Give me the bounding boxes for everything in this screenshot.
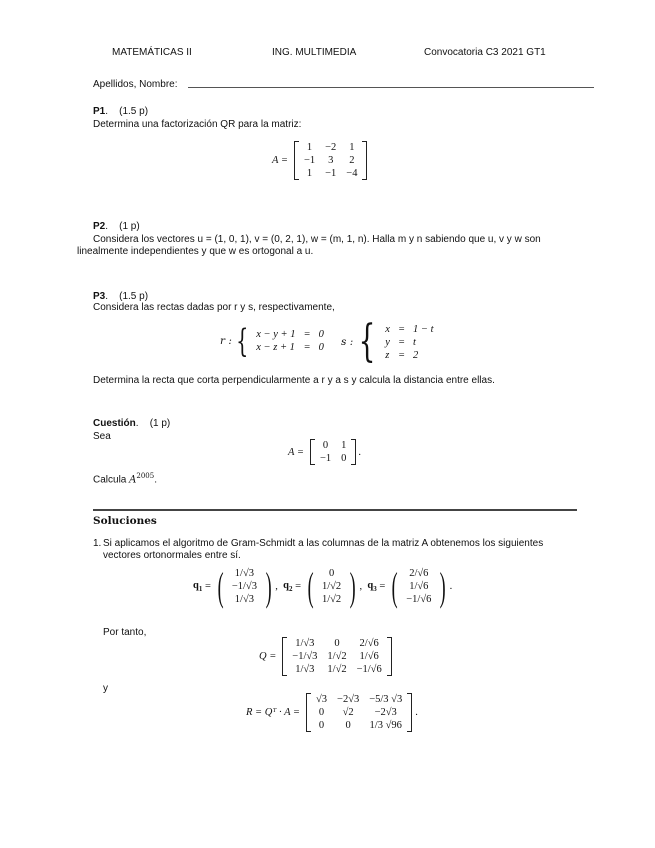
paren-icon: ) (440, 563, 447, 609)
cell: −1/√3 (231, 581, 257, 592)
header-call: Convocatoria C3 2021 GT1 (424, 47, 546, 58)
p2-line2: linealmente independientes y que w es ortogonal a u. (77, 246, 314, 257)
cell: −1/√6 (356, 664, 382, 675)
r-label: r : (220, 335, 232, 347)
eq: 1 − t (413, 323, 434, 335)
ask-prefix: Calcula (93, 474, 127, 486)
name-label: Apellidos, Nombre: (93, 79, 178, 90)
eq: 2 (413, 349, 419, 361)
line-s-system (341, 316, 438, 367)
cell: −5/3 √3 (369, 694, 403, 705)
brace-icon: { (235, 322, 249, 360)
ask-base: A (129, 474, 137, 486)
R-matrix: R = Qᵀ · A = √3 −2√3 −5/3 √3 0 √2 −2√3 0 0 1/3 √96 . (246, 694, 418, 731)
eq: 0 (318, 342, 324, 353)
paren-icon: ) (349, 563, 356, 609)
solutions-divider (93, 509, 577, 511)
item-line1: Si aplicamos el algoritmo de Gram-Schmidt a las columnas de la matriz A obtenemos los siguientes (103, 538, 544, 549)
cell: √2 (342, 707, 354, 718)
p2-label: P2 (93, 221, 106, 232)
eq: z (385, 349, 390, 361)
Q-grid (287, 637, 386, 676)
cell: −1/√3 (292, 651, 318, 662)
p2-points: (1 p) (119, 221, 140, 232)
p1-matrix-lhs: A = (272, 155, 288, 166)
por-tanto: Por tanto, (103, 627, 147, 638)
cell: 1 (306, 168, 313, 179)
cell: 0 (318, 720, 325, 731)
cell: 0 (334, 638, 340, 649)
cell: 1/√3 (295, 664, 315, 675)
eq: = (397, 323, 406, 335)
solutions-title: Soluciones (93, 515, 157, 527)
eq: x − z + 1 (256, 342, 295, 353)
R-lhs: R = Qᵀ · A = (246, 707, 301, 718)
q3-label: $q_3$ (367, 579, 377, 594)
line-r-system (220, 322, 328, 360)
cell: −2√3 (337, 694, 360, 705)
p1-matrix-grid (299, 141, 363, 180)
q2-vector (317, 567, 346, 606)
Q-matrix (259, 637, 392, 676)
cell: 1 (341, 440, 347, 451)
q-vectors: $q_1$ = ( 1/√3 −1/√3 1/√3 ) , $q_2$ = ( 0 1/√2 1/√2 ) , $q_3$ = ( 2/√6 1/√6 −1/√6 ) . (193, 563, 453, 609)
y-connector: y (103, 683, 108, 694)
cell: 0 (328, 568, 335, 579)
Q-lhs: Q = (259, 651, 277, 662)
cell: −2√3 (374, 707, 397, 718)
p1-matrix (272, 141, 367, 180)
cell: 1/√2 (327, 664, 347, 675)
cell: 1/√3 (234, 568, 254, 579)
p3-question: Determina la recta que corta perpendicularmente a r y a s y calcula la distancia entre ellas. (93, 375, 495, 386)
cell: 0 (322, 440, 329, 451)
cell: −1 (319, 453, 332, 464)
p1-text: Determina una factorización QR para la matriz: (93, 119, 302, 130)
paren-icon: ) (265, 563, 272, 609)
p3-heading: P3. (1.5 p) (93, 291, 149, 302)
eq: x (385, 323, 390, 335)
cell: 1/√2 (322, 594, 342, 605)
cell: 2/√6 (359, 638, 379, 649)
cuestion-label: Cuestión (93, 418, 136, 429)
cell: −1 (303, 155, 316, 166)
eq: x − y + 1 (256, 329, 296, 340)
cuestion-matrix-grid (315, 439, 351, 465)
header-degree: ING. MULTIMEDIA (272, 47, 357, 58)
cell: −2 (325, 142, 337, 153)
cuestion-trail: . (358, 446, 361, 458)
p1-heading: P1. (1.5 p) (93, 106, 149, 117)
eq: = (397, 349, 406, 361)
item-line2: vectores ortonormales entre sí. (103, 550, 241, 561)
p2-line1: Considera los vectores u = (1, 0, 1), v = (0, 2, 1), w = (m, 1, n). Halla m y n sabiendo que u, v y w son (93, 234, 541, 245)
p2-heading: P2. (1 p) (93, 221, 140, 232)
cuestion-ask (93, 472, 157, 485)
cuestion-points: (1 p) (149, 418, 171, 429)
cell: −1 (325, 168, 337, 179)
q2-label: $q_2$ (283, 579, 293, 594)
header-subject: MATEMÁTICAS II (112, 47, 192, 58)
p1-label: P1 (93, 106, 106, 117)
cell: 0 (318, 707, 325, 718)
cell: 3 (328, 155, 334, 166)
cell: 1/√3 (234, 594, 254, 605)
paren-icon: ( (391, 563, 398, 609)
ask-suffix: . (154, 474, 157, 486)
cell: 1/√6 (359, 651, 379, 662)
cell: 1/√2 (322, 581, 342, 592)
cell: 1 (349, 142, 355, 153)
r-equations (252, 328, 328, 354)
cell: 2 (349, 155, 355, 166)
paren-icon: ( (217, 563, 224, 609)
item-number: 1. (93, 538, 102, 549)
p3-label: P3 (93, 291, 106, 302)
cuestion-matrix-lhs: A = (288, 446, 304, 458)
cell: 1/√2 (327, 651, 347, 662)
eq: y (385, 336, 390, 348)
cell: 0 (345, 720, 351, 731)
s-label: s : (341, 336, 354, 348)
cuestion-intro: Sea (93, 431, 111, 442)
cell: 1/3 √96 (369, 720, 402, 731)
eq: t (413, 336, 416, 348)
p3-text: Considera las rectas dadas por r y s, respectivamente, (93, 302, 335, 313)
q1-label: $q_1$ (193, 579, 203, 594)
paren-icon: ( (307, 563, 314, 609)
ask-exp: 2005 (136, 472, 155, 480)
cell: √3 (316, 694, 328, 705)
cuestion-heading: Cuestión. (1 p) (93, 418, 171, 429)
brace-icon: { (358, 316, 376, 367)
cell: 1 (306, 142, 313, 153)
name-underline (188, 87, 594, 88)
cell: 1/√6 (409, 581, 429, 592)
cuestion-matrix (288, 439, 361, 465)
cell: 0 (341, 453, 347, 464)
cell: −4 (346, 168, 358, 179)
p3-points: (1.5 p) (119, 291, 149, 302)
eq: = (303, 329, 311, 340)
s-equations (381, 323, 437, 362)
cell: 2/√6 (409, 568, 429, 579)
R-grid (311, 693, 407, 732)
q3-vector (401, 567, 436, 606)
eq: = (303, 342, 311, 353)
cell: −1/√6 (406, 594, 432, 605)
p1-points: (1.5 p) (119, 106, 149, 117)
cell: 1/√3 (295, 638, 315, 649)
eq: = (397, 336, 406, 348)
q1-vector (227, 567, 262, 606)
eq: 0 (318, 329, 324, 340)
